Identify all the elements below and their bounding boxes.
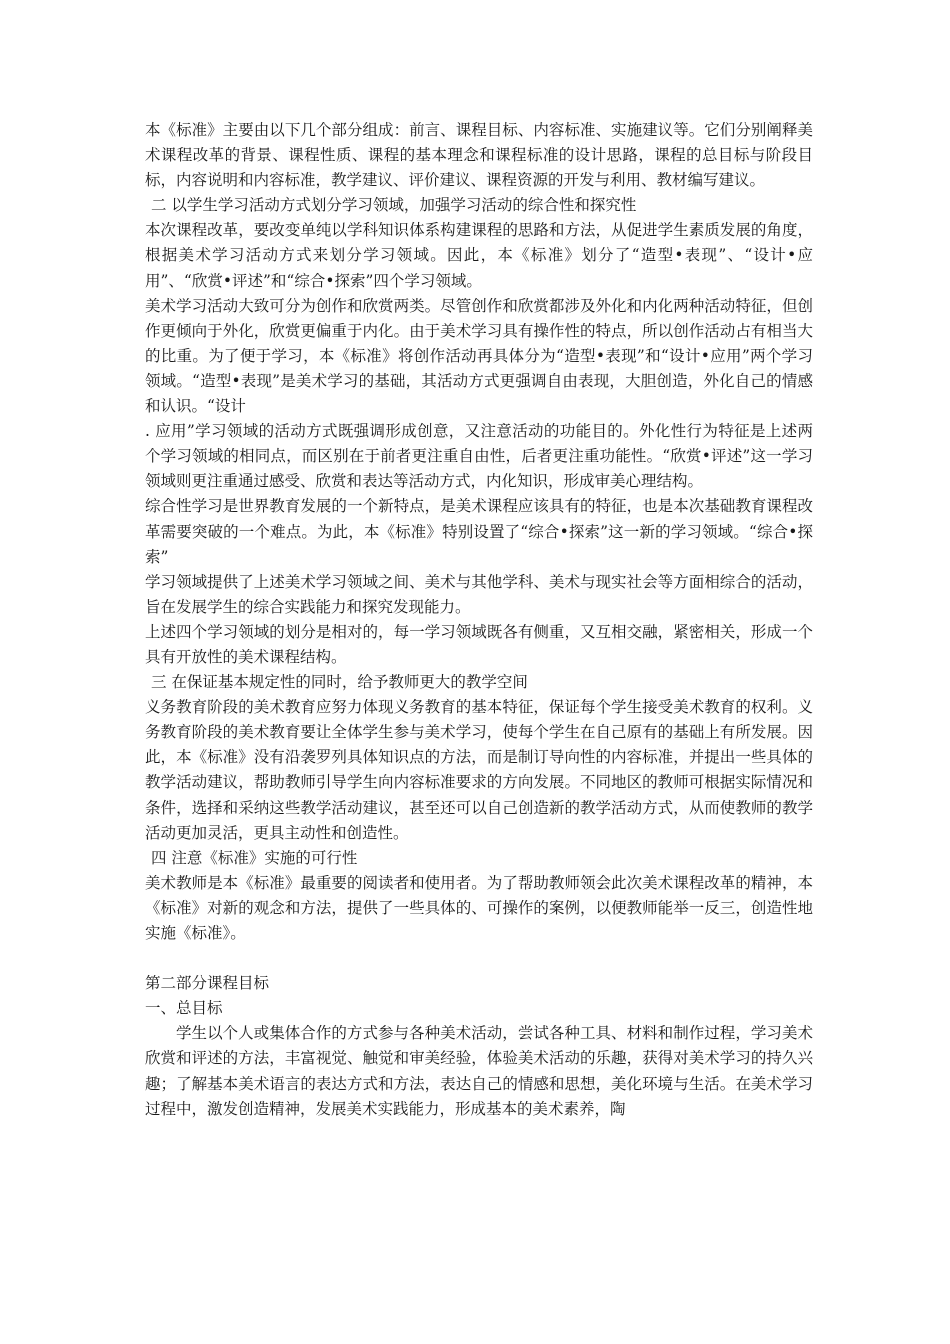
section-heading-2: 二 以学生学习活动方式划分学习领域，加强学习活动的综合性和探究性 bbox=[151, 196, 637, 215]
blank-line bbox=[145, 946, 813, 971]
paragraph-domain-division: 上述四个学习领域的划分是相对的，每一学习领域既各有侧重，又互相交融，紧密相关，形成一个具有开放性的美术课程结构。 bbox=[145, 622, 813, 666]
paragraph-creation-appreciation: 美术学习活动大致可分为创作和欣赏两类。尽管创作和欣赏都涉及外化和内化两种活动特征，但创作更倾向于外化，欣赏更偏重于内化。由于美术学习具有操作性的特点，所以创作活动占有相当大的比重。为了便于学习，本《标准》将创作活动再具体分为“造型•表现”和“设计•应用”两个学习领域。“造型•表现”是美术学习的基础，其活动方式更强调自由表现，大胆创造，外化自己的情感和认识。“设计 bbox=[145, 296, 813, 416]
paragraph-art-teachers: 美术教师是本《标准》最重要的阅读者和使用者。为了帮助教师领会此次美术课程改革的精神，本《标准》对新的观念和方法，提供了一些具体的、可操作的案例，以便教师能举一反三，创造性地实施《标准》。 bbox=[145, 873, 813, 942]
paragraph-comprehensive-domain: 学习领域提供了上述美术学习领域之间、美术与其他学科、美术与现实社会等方面相综合的活动，旨在发展学生的综合实践能力和探究发现能力。 bbox=[145, 572, 813, 616]
paragraph-reform-approach: 本次课程改革，要改变单纯以学科知识体系构建课程的思路和方法，从促进学生素质发展的角度，根据美术学习活动方式来划分学习领域。因此，本《标准》划分了“造型•表现”、“设计•应用”、“欣赏•评述”和“综合•探索”四个学习领域。 bbox=[145, 221, 813, 290]
subsection-heading: 一、总目标 bbox=[145, 999, 223, 1018]
part-heading: 第二部分课程目标 bbox=[145, 974, 270, 993]
paragraph-overall-goal: 学生以个人或集体合作的方式参与各种美术活动，尝试各种工具、材料和制作过程，学习美术欣赏和评述的方法，丰富视觉、触觉和审美经验，体验美术活动的乐趣，获得对美术学习的持久兴趣；了解基本美术语言的表达方式和方法，表达自己的情感和思想，美化环境与生活。在美术学习过程中，激发创造精神，发展美术实践能力，形成基本的美术素养，陶 bbox=[145, 1024, 813, 1118]
paragraph-comprehensive-learning: 综合性学习是世界教育发展的一个新特点，是美术课程应该具有的特征，也是本次基础教育课程改革需要突破的一个难点。为此，本《标准》特别设置了“综合•探索”这一新的学习领域。“综合•探索” bbox=[145, 497, 813, 566]
paragraph-compulsory-education: 义务教育阶段的美术教育应努力体现义务教育的基本特征，保证每个学生接受美术教育的权利。义务教育阶段的美术教育要让全体学生参与美术学习，使每个学生在自己原有的基础上有所发展。因此，本《标准》没有沿袭罗列具体知识点的方法，而是制订导向性的内容标准，并提出一些具体的教学活动建议，帮助教师引导学生向内容标准要求的方向发展。不同地区的教师可根据实际情况和条件，选择和采纳这些教学活动建议，甚至还可以自己创造新的教学活动方式，从而使教师的教学活动更加灵活，更具主动性和创造性。 bbox=[145, 698, 813, 842]
document-page bbox=[145, 118, 813, 1122]
section-heading-3: 三 在保证基本规定性的同时，给予教师更大的教学空间 bbox=[151, 673, 528, 692]
paragraph-design-application: . 应用”学习领域的活动方式既强调形成创意，又注意活动的功能目的。外化性行为特征是上述两个学习领域的相同点，而区别在于前者更注重自由性，后者更注重功能性。“欣赏•评述”这一学习领域则更注重通过感受、欣赏和表达等活动方式，内化知识，形成审美心理结构。 bbox=[145, 422, 813, 491]
section-heading-4: 四 注意《标准》实施的可行性 bbox=[151, 848, 358, 867]
paragraph-structure-intro: 本《标准》主要由以下几个部分组成：前言、课程目标、内容标准、实施建议等。它们分别阐释美术课程改革的背景、课程性质、课程的基本理念和课程标准的设计思路，课程的总目标与阶段目标，内容说明和内容标准，教学建议、评价建议、课程资源的开发与利用、教材编写建议。 bbox=[145, 121, 813, 190]
